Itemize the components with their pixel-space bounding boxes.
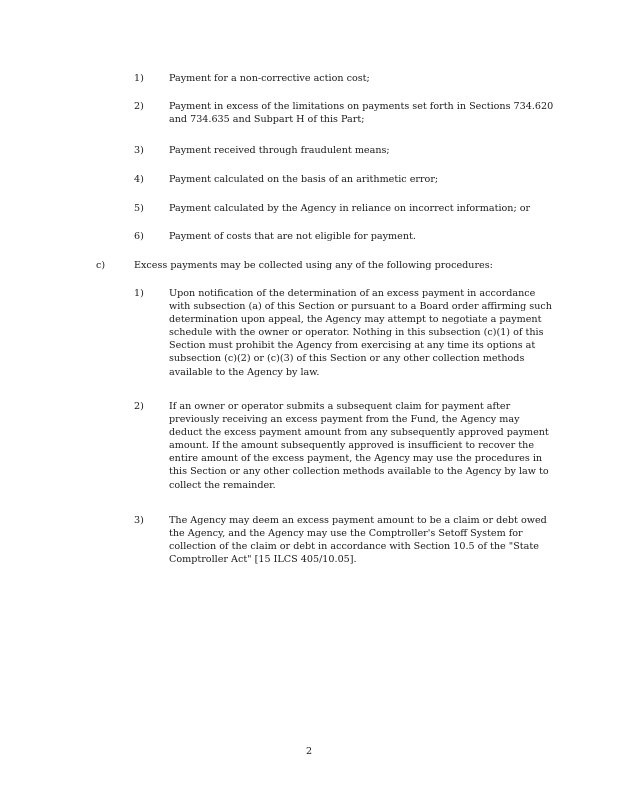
item-text: Payment calculated on the basis of an arithmetic error;: [169, 174, 439, 185]
item-text: The Agency may deem an excess payment amount to be a claim or debt owed the Agency, and the Agency may use the Comptroller's Setoff System for collection of the claim or debt in accordance with Section 10.5 of the "State Comptroller Act" [15 ILCS 405/10.05].: [169, 515, 547, 566]
item-number: 6): [134, 231, 144, 242]
item-number: 4): [134, 174, 144, 185]
page-number: 2: [306, 746, 313, 757]
item-text: Upon notification of the determination of an excess payment in accordance with subsection (a) of this Section or pursuant to a Board order affirming such determination upon appeal, the Agency may attempt to negotiate a payment schedule with the owner or operator. Nothing in this subsection (c)(1) of this Section must prohibit the Agency from exercising at any time its options at subsection (c)(2) or (c)(3) of this Section or any other collection methods available to the Agency by law.: [169, 288, 552, 378]
item-text: Payment of costs that are not eligible for payment.: [169, 231, 416, 242]
section-number: c): [96, 260, 106, 271]
item-number: 5): [134, 203, 144, 214]
item-number: 2): [134, 101, 144, 112]
section-text: Excess payments may be collected using any of the following procedures:: [134, 260, 493, 271]
item-text: Payment for a non-corrective action cost;: [169, 73, 370, 84]
item-number: 3): [134, 145, 144, 156]
item-number: 3): [134, 515, 144, 526]
item-text: Payment in excess of the limitations on payments set forth in Sections 734.620 and 734.635 and Subpart H of this Part;: [169, 101, 554, 126]
item-text: Payment calculated by the Agency in reliance on incorrect information; or: [169, 203, 531, 214]
item-number: 2): [134, 401, 144, 412]
item-text: Payment received through fraudulent means;: [169, 145, 390, 156]
item-number: 1): [134, 73, 144, 84]
item-number: 1): [134, 288, 144, 299]
item-text: If an owner or operator submits a subsequent claim for payment after previously receiving an excess payment from the Fund, the Agency may deduct the excess payment amount from any subsequently approved payment amount. If the amount subsequently approved is insufficient to recover the entire amount of the excess payment, the Agency may use the procedures in this Section or any other collection methods available to the Agency by law to collect the remainder.: [169, 401, 549, 491]
